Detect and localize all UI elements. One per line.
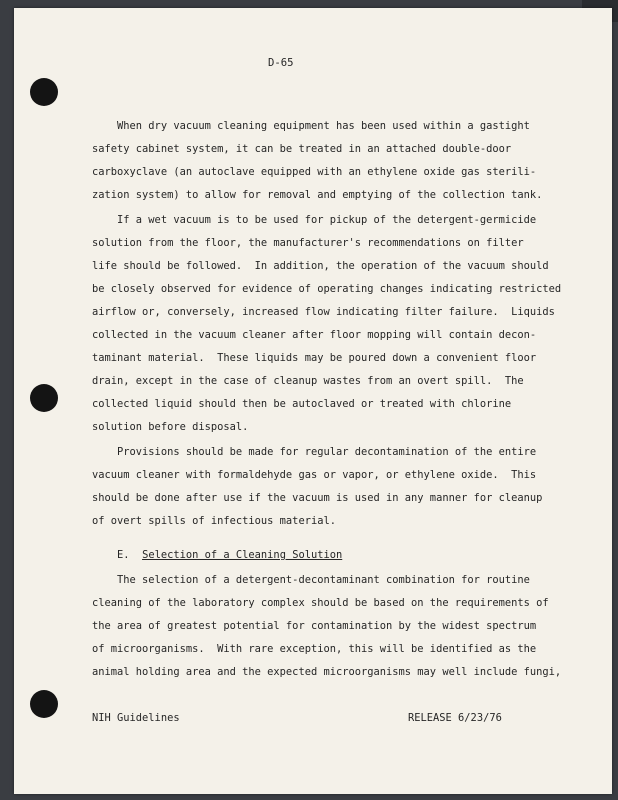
text-line: When dry vacuum cleaning equipment has been used within a gastight (92, 120, 530, 132)
text-line: solution from the floor, the manufacturer's recommendations on filter (92, 237, 524, 249)
section-heading (92, 549, 532, 561)
binder-hole-bottom (30, 690, 58, 718)
text-line: be closely observed for evidence of operating changes indicating restricted (92, 283, 562, 295)
text-line: cleaning of the laboratory complex should be based on the requirements of (92, 597, 549, 609)
text-line: taminant material. These liquids may be poured down a convenient floor (92, 352, 537, 364)
text-line: life should be followed. In addition, the operation of the vacuum should (92, 260, 549, 272)
text-line: of microorganisms. With rare exception, this will be identified as the (92, 643, 537, 655)
footer-right: RELEASE 6/23/76 (408, 712, 502, 724)
binder-hole-middle (30, 384, 58, 412)
text-line: collected liquid should then be autoclaved or treated with chlorine (92, 398, 512, 410)
text-line: Provisions should be made for regular decontamination of the entire (92, 446, 537, 458)
text-line: carboxyclave (an autoclave equipped with an ethylene oxide gas sterili- (92, 166, 537, 178)
text-line: If a wet vacuum is to be used for pickup of the detergent-germicide (92, 214, 537, 226)
text-line: collected in the vacuum cleaner after floor mopping will contain decon- (92, 329, 537, 341)
page-number: D-65 (268, 57, 294, 69)
text-line: the area of greatest potential for contamination by the widest spectrum (92, 620, 537, 632)
text-line: The selection of a detergent-decontaminant combination for routine (92, 574, 530, 586)
text-line: should be done after use if the vacuum is used in any manner for cleanup (92, 492, 543, 504)
text-line: safety cabinet system, it can be treated in an attached double-door (92, 143, 512, 155)
text-line: animal holding area and the expected microorganisms may well include fungi, (92, 666, 562, 678)
text-line: zation system) to allow for removal and emptying of the collection tank. (92, 189, 543, 201)
text-line: of overt spills of infectious material. (92, 515, 336, 527)
binder-hole-top (30, 78, 58, 106)
text-line: drain, except in the case of cleanup wastes from an overt spill. The (92, 375, 524, 387)
footer-left: NIH Guidelines (92, 712, 180, 724)
text-line: solution before disposal. (92, 421, 249, 433)
text-line: airflow or, conversely, increased flow indicating filter failure. Liquids (92, 306, 555, 318)
text-line: vacuum cleaner with formaldehyde gas or vapor, or ethylene oxide. This (92, 469, 537, 481)
section-title: Selection of a Cleaning Solution (142, 549, 343, 561)
section-letter: E. (117, 549, 130, 561)
